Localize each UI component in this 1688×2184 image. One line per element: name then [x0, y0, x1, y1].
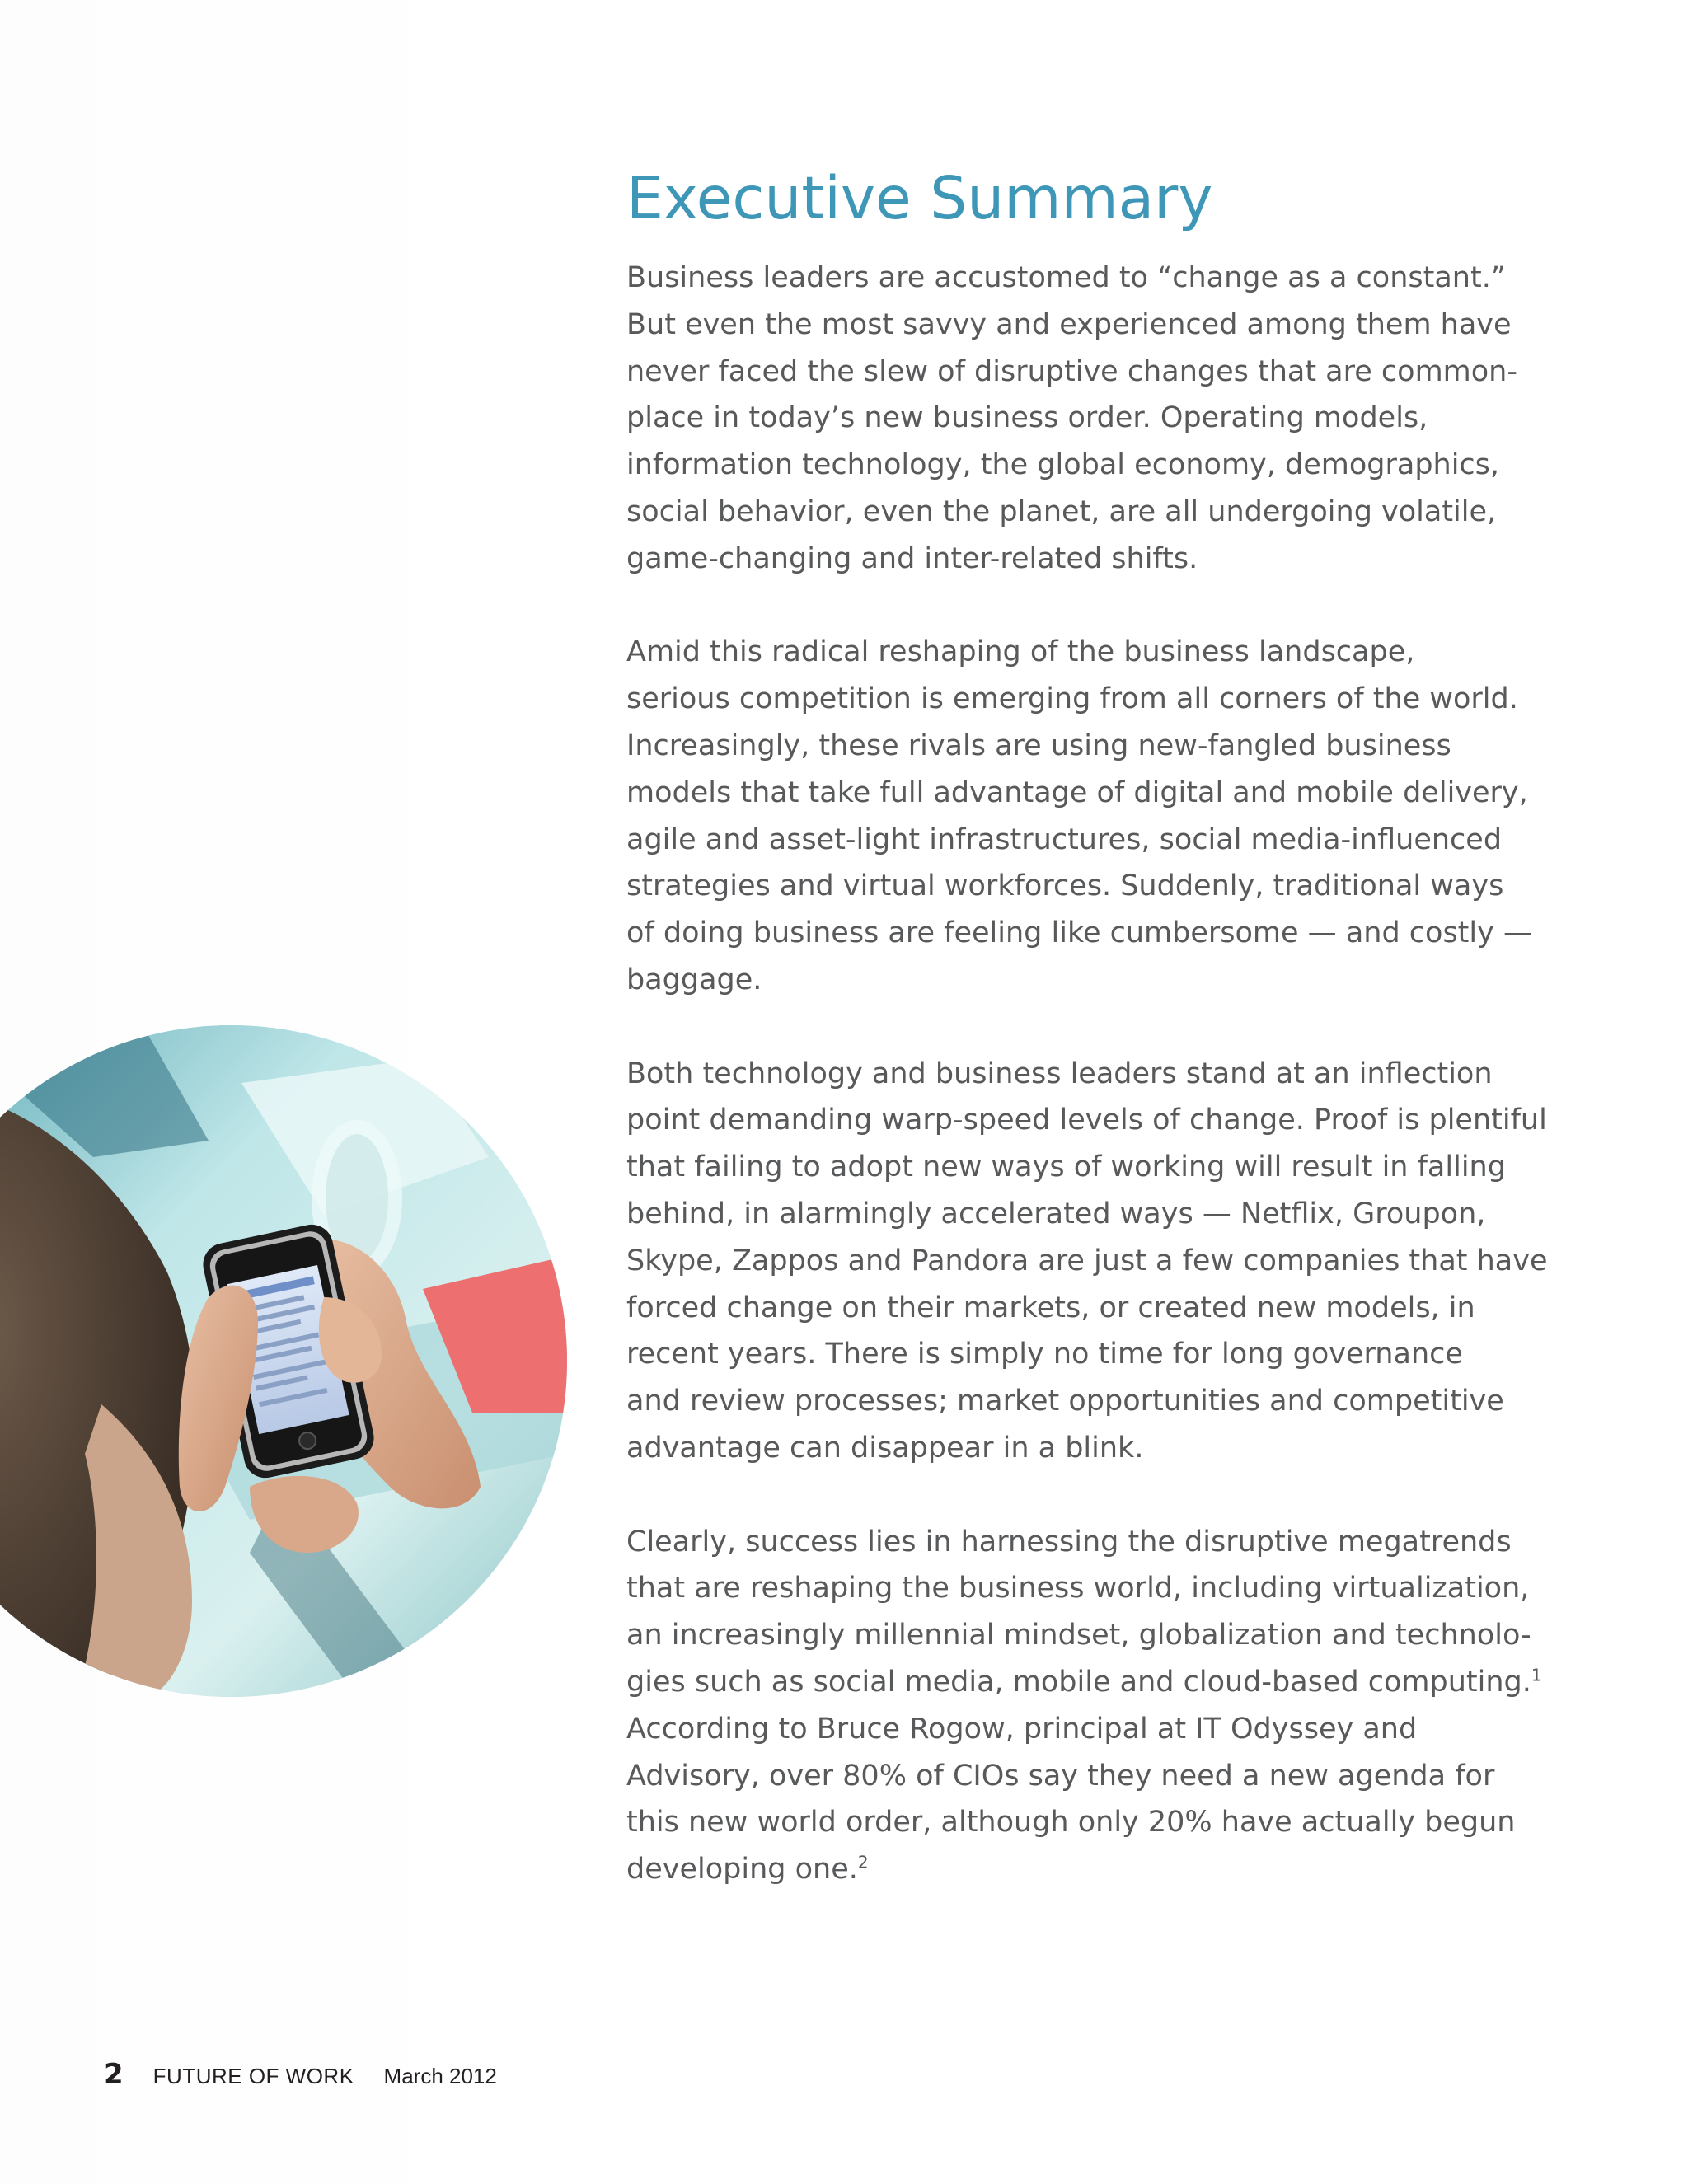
text-line: strategies and virtual workforces. Suddenly, traditional ways	[626, 869, 1504, 903]
text-line: According to Bruce Rogow, principal at IT Odyssey and	[626, 1712, 1418, 1746]
text-line: recent years. There is simply no time for long governance	[626, 1338, 1463, 1371]
page-title: Executive Summary	[626, 164, 1213, 232]
publication-name: FUTURE OF WORK	[152, 2064, 354, 2088]
text-line: that are reshaping the business world, including virtualization,	[626, 1572, 1530, 1605]
text-line: this new world order, although only 20% have actually begun	[626, 1806, 1516, 1840]
text-line: never faced the slew of disruptive changes that are common-	[626, 354, 1517, 388]
text-line: Business leaders are accustomed to “change as a constant.”	[626, 261, 1506, 294]
text-line: information technology, the global economy, demographics,	[626, 448, 1500, 482]
text-line: Increasingly, these rivals are using new-fangled business	[626, 729, 1451, 762]
text-line: an increasingly millennial mindset, globalization and technolo-	[626, 1619, 1531, 1652]
text-line: place in today’s new business order. Operating models,	[626, 401, 1428, 435]
paragraph	[626, 255, 1558, 583]
text-line: Skype, Zappos and Pandora are just a few companies that have	[626, 1244, 1548, 1277]
text-line: point demanding warp-speed levels of change. Proof is plentiful	[626, 1104, 1547, 1137]
article-body	[626, 255, 1558, 1940]
text-line: and review processes; market opportunities and competitive	[626, 1385, 1504, 1418]
text-line: Amid this radical reshaping of the business landscape,	[626, 635, 1415, 669]
text-line: behind, in alarmingly accelerated ways — Netflix, Groupon,	[626, 1197, 1486, 1230]
paragraph	[626, 1051, 1558, 1472]
paragraph	[626, 1519, 1558, 1893]
text-line: serious competition is emerging from all corners of the world.	[626, 682, 1518, 716]
text-line: Clearly, success lies in harnessing the disruptive megatrends	[626, 1525, 1512, 1558]
smartphone-photo	[0, 1025, 567, 1697]
text-line: social behavior, even the planet, are all undergoing volatile,	[626, 494, 1497, 528]
publication-date: March 2012	[383, 2064, 497, 2088]
footnote-ref[interactable]: 1	[1531, 1665, 1542, 1685]
page-number: 2	[104, 2058, 124, 2091]
text-line: Both technology and business leaders stand at an inflection	[626, 1057, 1493, 1090]
footnote-ref[interactable]: 2	[857, 1852, 869, 1872]
text-line: game-changing and inter-related shifts.	[626, 541, 1198, 575]
text-line: models that take full advantage of digital and mobile delivery,	[626, 776, 1528, 809]
page-footer	[104, 2058, 497, 2094]
text-line: that failing to adopt new ways of working will result in falling	[626, 1151, 1506, 1184]
text-line	[626, 1659, 1558, 1706]
text-line: baggage.	[626, 963, 762, 996]
text-line-content: gies such as social media, mobile and cloud-based computing.	[626, 1665, 1531, 1699]
text-line-content: developing one.	[626, 1853, 858, 1886]
text-line: of doing business are feeling like cumbersome — and costly —	[626, 916, 1532, 950]
text-line: Advisory, over 80% of CIOs say they need a new agenda for	[626, 1759, 1495, 1793]
text-line	[626, 1846, 1558, 1893]
text-line: agile and asset-light infrastructures, social media-influenced	[626, 823, 1503, 856]
text-line: forced change on their markets, or created new models, in	[626, 1291, 1475, 1324]
paragraph	[626, 629, 1558, 1003]
text-line: advantage can disappear in a blink.	[626, 1431, 1144, 1465]
text-line: But even the most savvy and experienced among them have	[626, 307, 1512, 341]
